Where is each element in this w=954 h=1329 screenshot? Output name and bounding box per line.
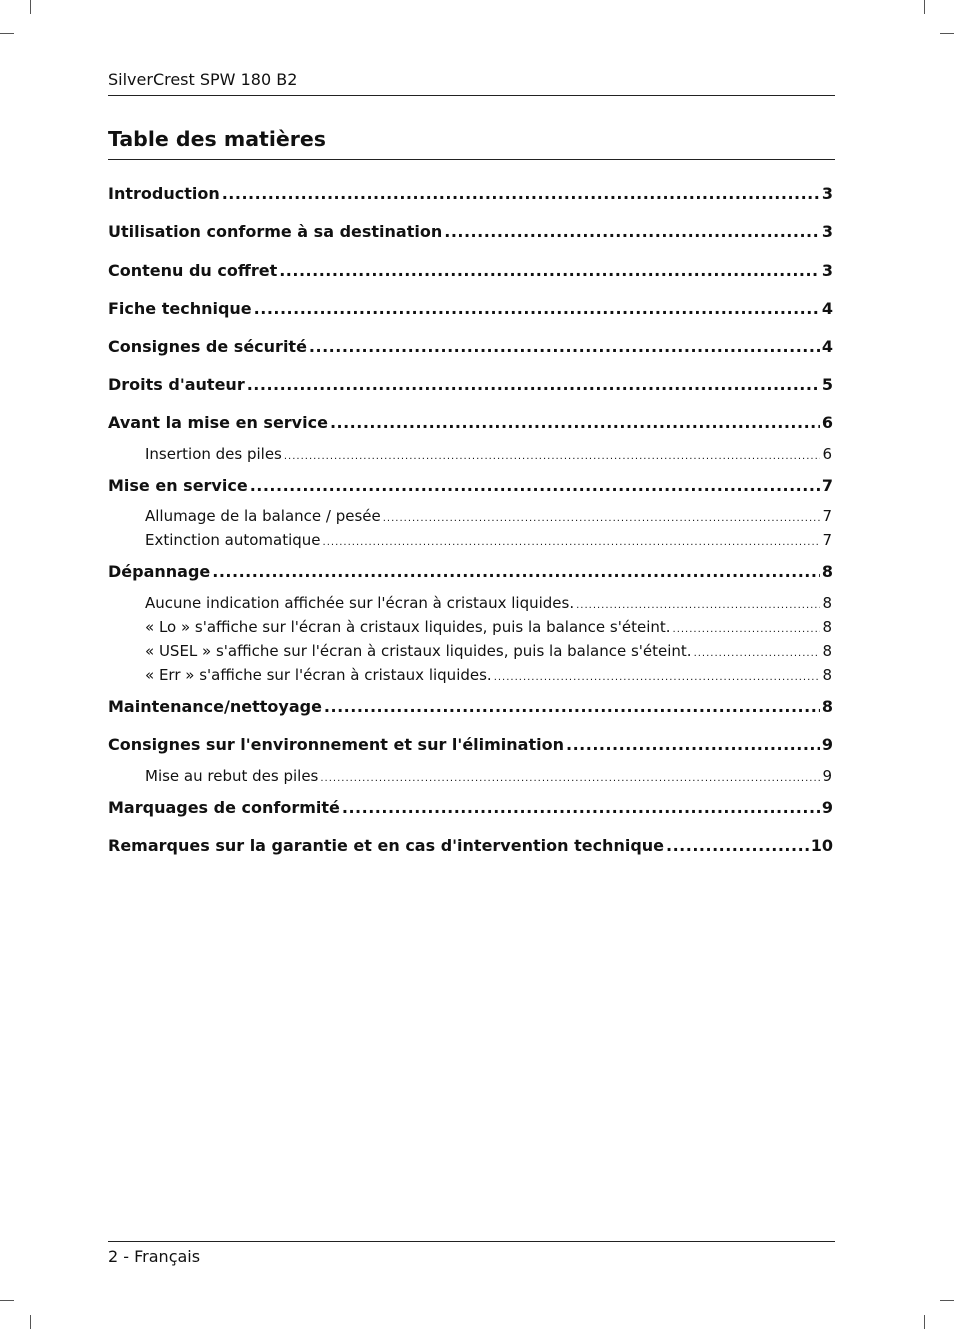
- toc-entry[interactable]: [108, 336, 833, 358]
- crop-mark-top-left: [30, 0, 31, 14]
- toc-entry[interactable]: [108, 298, 833, 320]
- toc-dot-leader: [324, 696, 820, 718]
- toc-entry-title: Mise au rebut des piles: [145, 767, 319, 785]
- crop-mark-bottom-right-h: [940, 1300, 954, 1301]
- toc-entry[interactable]: [108, 797, 833, 819]
- toc-title-text: Table des matières: [108, 127, 326, 151]
- toc-subentry[interactable]: [145, 593, 832, 616]
- toc-entry-page: 8: [822, 666, 832, 684]
- crop-mark-bottom-left-h: [0, 1300, 14, 1301]
- crop-mark-top-right-h: [940, 33, 954, 34]
- toc-entry-title: Avant la mise en service: [108, 413, 328, 432]
- product-name: SilverCrest SPW 180 B2: [108, 70, 298, 89]
- toc-subentry[interactable]: [145, 444, 832, 467]
- toc-title: [108, 125, 835, 160]
- toc-entry-page: 10: [810, 836, 833, 855]
- page-header: [108, 70, 835, 96]
- toc-entry-page: 9: [821, 798, 833, 817]
- toc-entry-title: « USEL » s'affiche sur l'écran à cristaux liquides, puis la balance s'éteint.: [145, 642, 692, 660]
- toc-entry-page: 8: [821, 562, 833, 581]
- toc-entry[interactable]: [108, 260, 833, 282]
- toc-dot-leader: [323, 533, 821, 553]
- toc-entry-page: 3: [821, 261, 833, 280]
- toc-entry[interactable]: [108, 374, 833, 396]
- toc-subentry[interactable]: [145, 641, 832, 664]
- toc-entry-title: « Lo » s'affiche sur l'écran à cristaux liquides, puis la balance s'éteint.: [145, 618, 671, 636]
- toc-entry-page: 5: [821, 375, 833, 394]
- toc-entry-page: 8: [822, 618, 832, 636]
- toc-entry-title: Introduction: [108, 184, 220, 203]
- toc-entry[interactable]: [108, 561, 833, 583]
- toc-entry-page: 7: [821, 476, 833, 495]
- toc-entry-title: Remarques sur la garantie et en cas d'intervention technique: [108, 836, 665, 855]
- toc-dot-leader: [342, 797, 820, 819]
- toc-entry-title: Consignes de sécurité: [108, 337, 307, 356]
- toc-dot-leader: [666, 835, 809, 857]
- toc-entry-title: Maintenance/nettoyage: [108, 697, 322, 716]
- toc-entry-title: Contenu du coffret: [108, 261, 278, 280]
- toc-entry[interactable]: [108, 835, 833, 857]
- toc-entry-title: Extinction automatique: [145, 531, 321, 549]
- toc-entry[interactable]: [108, 183, 833, 205]
- crop-mark-top-right: [924, 0, 925, 14]
- toc-entry[interactable]: [108, 475, 833, 497]
- toc-dot-leader: [320, 769, 820, 789]
- toc-dot-leader: [284, 447, 821, 467]
- toc-entry[interactable]: [108, 696, 833, 718]
- toc-dot-leader: [279, 260, 820, 282]
- toc-dot-leader: [576, 596, 820, 616]
- toc-dot-leader: [222, 183, 820, 205]
- toc-dot-leader: [566, 734, 820, 756]
- toc-entry-page: 7: [822, 507, 832, 525]
- toc-entry-title: Allumage de la balance / pesée: [145, 507, 381, 525]
- toc-subentry[interactable]: [145, 665, 832, 688]
- toc-entry-title: Fiche technique: [108, 299, 252, 318]
- toc-subentry[interactable]: [145, 530, 832, 553]
- toc-dot-leader: [247, 374, 820, 396]
- page-number-label: 2 - Français: [108, 1247, 201, 1266]
- toc-dot-leader: [694, 644, 821, 664]
- crop-mark-bottom-right: [924, 1315, 925, 1329]
- toc-entry-title: Aucune indication affichée sur l'écran à cristaux liquides.: [145, 594, 575, 612]
- toc-entry-title: Droits d'auteur: [108, 375, 245, 394]
- toc-entry-page: 6: [822, 445, 832, 463]
- toc-entry-page: 9: [822, 767, 832, 785]
- toc-entry-page: 3: [821, 222, 833, 241]
- toc-subentry[interactable]: [145, 766, 832, 789]
- toc-entry-page: 9: [821, 735, 833, 754]
- toc-dot-leader: [330, 412, 820, 434]
- toc-entry[interactable]: [108, 734, 833, 756]
- toc-entry-page: 4: [821, 299, 833, 318]
- toc-entry-page: 3: [821, 184, 833, 203]
- toc-entry-title: Marquages de conformité: [108, 798, 340, 817]
- toc-dot-leader: [254, 298, 820, 320]
- page-footer: [108, 1241, 835, 1268]
- toc-dot-leader: [673, 620, 821, 640]
- toc-dot-leader: [250, 475, 820, 497]
- toc-dot-leader: [309, 336, 820, 358]
- toc-entry-title: « Err » s'affiche sur l'écran à cristaux liquides.: [145, 666, 492, 684]
- toc-dot-leader: [494, 668, 821, 688]
- toc-dot-leader: [444, 221, 820, 243]
- toc-entry-page: 4: [821, 337, 833, 356]
- toc-entry-page: 8: [822, 594, 832, 612]
- toc-entry-title: Insertion des piles: [145, 445, 282, 463]
- toc-dot-leader: [383, 509, 821, 529]
- toc-entry-title: Utilisation conforme à sa destination: [108, 222, 443, 241]
- toc-entry-title: Dépannage: [108, 562, 211, 581]
- toc-entry[interactable]: [108, 412, 833, 434]
- toc-subentry[interactable]: [145, 617, 832, 640]
- toc-entry-page: 8: [821, 697, 833, 716]
- toc-entry-page: 7: [822, 531, 832, 549]
- toc-entry-title: Consignes sur l'environnement et sur l'élimination: [108, 735, 564, 754]
- toc-entry-title: Mise en service: [108, 476, 248, 495]
- toc-entry-page: 8: [822, 642, 832, 660]
- toc-dot-leader: [212, 561, 820, 583]
- crop-mark-bottom-left: [30, 1315, 31, 1329]
- toc-entry[interactable]: [108, 221, 833, 243]
- crop-mark-top-left-h: [0, 33, 14, 34]
- toc-entry-page: 6: [821, 413, 833, 432]
- toc-subentry[interactable]: [145, 506, 832, 529]
